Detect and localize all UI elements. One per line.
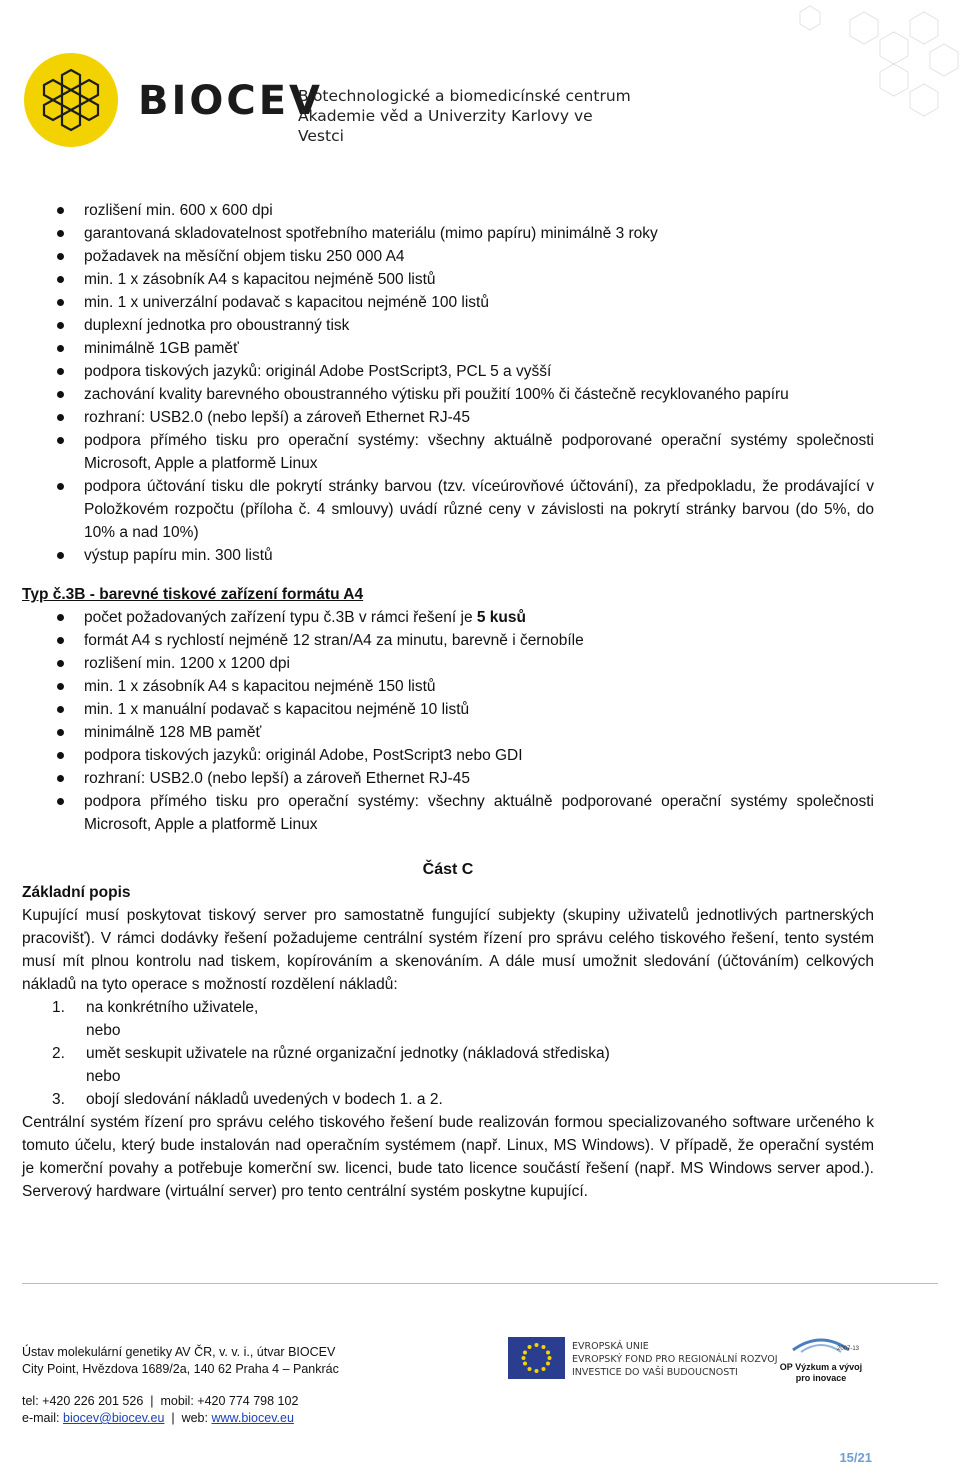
item-number: 1.	[52, 999, 65, 1016]
letterhead	[22, 52, 642, 148]
list-item: min. 1 x zásobník A4 s kapacitou nejméně 150 listů	[22, 675, 874, 698]
item-text: umět seskupit uživatele na různé organizační jednotky (nákladová střediska)	[86, 1045, 610, 1062]
list-item: podpora tiskových jazyků: originál Adobe, PostScript3 nebo GDI	[22, 744, 874, 767]
list-item: podpora přímého tisku pro operační systémy: všechny aktuálně podporované operační systémy společnosti Microsoft, Apple a platformě Linux	[22, 429, 874, 475]
item-number: 2.	[52, 1045, 65, 1062]
section-title-3b: Typ č.3B - barevné tiskové zařízení formátu A4	[22, 586, 364, 603]
item-text: na konkrétního uživatele,	[86, 999, 259, 1016]
eu-flag-icon	[508, 1337, 565, 1379]
list-item: zachování kvality barevného oboustranného výtisku při použití 100% či částečně recyklovaného papíru	[22, 383, 874, 406]
list-item: podpora tiskových jazyků: originál Adobe PostScript3, PCL 5 a vyšší	[22, 360, 874, 383]
list-item: min. 1 x univerzální podavač s kapacitou nejméně 100 listů	[22, 291, 874, 314]
item-number: 3.	[52, 1091, 65, 1108]
list-item: rozlišení min. 600 x 600 dpi	[22, 199, 874, 222]
list-item: garantovaná skladovatelnost spotřebního materiálu (mimo papíru) minimálně 3 roky	[22, 222, 874, 245]
email-link[interactable]: biocev@biocev.eu	[63, 1411, 165, 1425]
page-number: 15/21	[839, 1450, 872, 1465]
list-item	[22, 1088, 874, 1111]
eu-line-2: EVROPSKÝ FOND PRO REGIONÁLNÍ ROZVOJ	[572, 1354, 778, 1365]
separator: |	[171, 1411, 175, 1425]
list-item: podpora přímého tisku pro operační systémy: všechny aktuálně podporované operační systémy společnosti Microsoft, Apple a platformě Linux	[22, 790, 874, 836]
footer-institution: Ústav molekulární genetiky AV ČR, v. v. i., útvar BIOCEV	[22, 1345, 336, 1359]
document-body	[22, 199, 874, 1203]
or-text: nebo	[86, 1022, 121, 1039]
mobile-text: mobil: +420 774 798 102	[160, 1394, 299, 1408]
list-item: minimálně 1GB paměť	[22, 337, 874, 360]
list-item: min. 1 x manuální podavač s kapacitou nejméně 10 listů	[22, 698, 874, 721]
list-item: podpora účtování tisku dle pokrytí stránky barvou (tzv. víceúrovňové účtování), za předpokladu, že prodávající v Položkovém rozpočtu (příloha č. 4 smlouvy) uvádí různé ceny v závislosti na pokrytí stránky barvou (do 5%, do 10% a nad 10%)	[22, 475, 874, 544]
web-link[interactable]: www.biocev.eu	[211, 1411, 294, 1425]
part-c-paragraph-2: Centrální systém řízení pro správu celého tiskového řešení bude realizován formou specializovaného software určeného k tomuto účelu, který bude instalován nad operačním systémem (např. Linux, MS Windows). V případě, že operační systém je komerční povahy a potřebuje komerční sw. licenci, bude tato licence součástí řešení (např. MS Windows server apod.). Serverový hardware (virtuální server) pro tento centrální systém poskytne kupující.	[22, 1114, 874, 1200]
spec-list-top	[22, 199, 874, 567]
web-label: web:	[181, 1411, 208, 1425]
part-c-paragraph-1: Kupující musí poskytovat tiskový server pro samostatně fungující subjekty (skupiny uživatelů jednotlivých partnerských pracovišť). V rámci dodávky řešení požadujeme centrální systém řízení pro správu celého tiskového řešení, tento systém musí mít plnou kontrolu nad tiskem, kopírováním a skenováním. A dále musí umožnit sledování (účtováním) celkových nákladů na tyto operace s možností rozdělení nákladů:	[22, 907, 874, 993]
eu-line-3: INVESTICE DO VAŠÍ BUDOUCNOSTI	[572, 1367, 738, 1378]
list-item: výstup papíru min. 300 listů	[22, 544, 874, 567]
list-item	[22, 1042, 874, 1065]
cost-allocation-list	[22, 996, 874, 1111]
tagline-line-1: Biotechnologické a biomedicínské centrum	[298, 87, 631, 105]
hexagon-pattern-decoration	[600, 0, 960, 160]
list-item: duplexní jednotka pro oboustranný tisk	[22, 314, 874, 337]
biocev-logo-icon	[22, 52, 120, 148]
footer-contacts	[22, 1393, 298, 1427]
eu-line-1: EVROPSKÁ UNIE	[572, 1341, 649, 1352]
list-item: rozlišení min. 1200 x 1200 dpi	[22, 652, 874, 675]
list-item: min. 1 x zásobník A4 s kapacitou nejméně 500 listů	[22, 268, 874, 291]
footer-divider	[22, 1283, 938, 1284]
list-item	[22, 606, 874, 629]
item-text: obojí sledování nákladů uvedených v bodech 1. a 2.	[86, 1091, 443, 1108]
brand-name: BIOCEV	[138, 78, 324, 124]
brand-tagline	[298, 86, 642, 146]
list-item: minimálně 128 MB paměť	[22, 721, 874, 744]
footer-phones	[22, 1393, 298, 1410]
list-item: požadavek na měsíční objem tisku 250 000 A4	[22, 245, 874, 268]
footer-links	[22, 1410, 298, 1427]
op-vavpi-logo-icon	[775, 1330, 867, 1388]
footer-address	[22, 1344, 339, 1378]
eu-fund-text	[572, 1340, 778, 1379]
or-text: nebo	[86, 1068, 121, 1085]
part-c-subtitle: Základní popis	[22, 884, 131, 901]
email-label: e-mail:	[22, 1411, 60, 1425]
list-item: formát A4 s rychlostí nejméně 12 stran/A4 za minutu, barevně i černobíle	[22, 629, 874, 652]
phone-text: tel: +420 226 201 526	[22, 1394, 144, 1408]
part-c-title: Část C	[422, 861, 474, 878]
tagline-line-2: Akademie věd a Univerzity Karlovy ve Vestci	[298, 107, 593, 145]
footer-street: City Point, Hvězdova 1689/2a, 140 62 Praha 4 – Pankrác	[22, 1362, 339, 1376]
op-line-1: OP Výzkum a vývoj	[779, 1362, 863, 1372]
separator: |	[150, 1394, 154, 1408]
list-item	[22, 996, 874, 1019]
list-item: rozhraní: USB2.0 (nebo lepší) a zároveň Ethernet RJ-45	[22, 767, 874, 790]
count-value: 5 kusů	[476, 609, 526, 626]
list-item: rozhraní: USB2.0 (nebo lepší) a zároveň Ethernet RJ-45	[22, 406, 874, 429]
spec-list-3b	[22, 606, 874, 836]
count-text: počet požadovaných zařízení typu č.3B v rámci řešení je	[84, 609, 477, 626]
op-years-text: 2007-13	[837, 1346, 860, 1352]
op-line-2: pro inovace	[795, 1373, 847, 1383]
